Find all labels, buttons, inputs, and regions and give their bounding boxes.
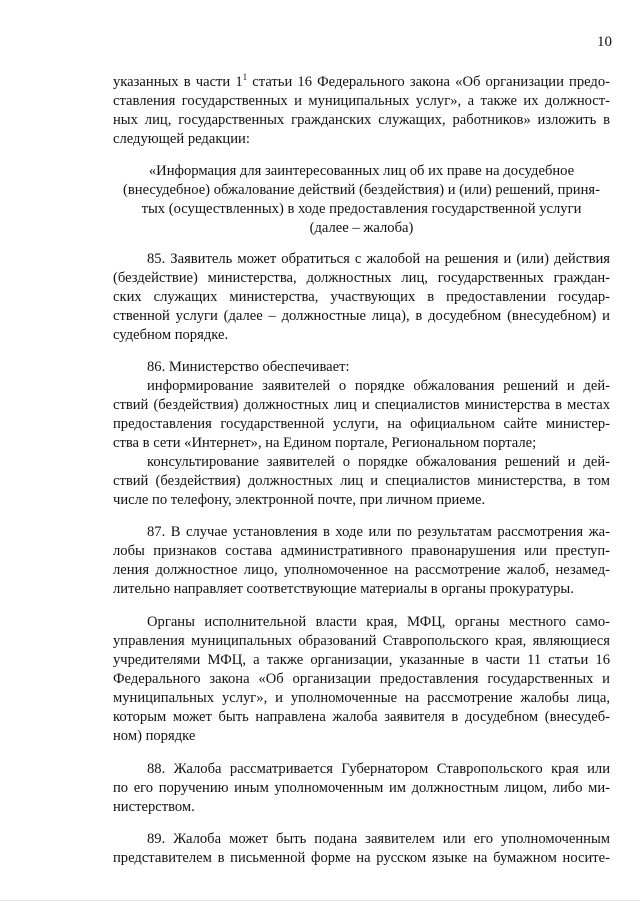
organs-line-4: Федерального закона «Об организации предоставления государственных и <box>113 671 610 687</box>
p85-line-1: 85. Заявитель может обратиться с жалобой на решения и (или) действия <box>147 251 610 267</box>
page-edge-divider <box>0 900 640 901</box>
p85-line-4: ственной услуги (далее – должностные лица), в досудебном (внесудебном) и <box>113 308 610 324</box>
intro-line-3: ных лиц, государственных гражданских служащих, работников» изложить в <box>113 112 610 128</box>
organs-line-5: муниципальных услуг», и уполномоченные на рассмотрение жалобы лица, <box>113 690 610 706</box>
p85-line-5: судебном порядке. <box>113 327 229 343</box>
section-heading-line-2: (внесудебное) обжалование действий (бездействия) и (или) решений, приня- <box>123 182 600 198</box>
p86-line-1: 86. Министерство обеспечивает: <box>147 359 350 375</box>
intro-line-4: следующей редакции: <box>113 131 250 147</box>
intro-line-1: указанных в части $1^1$ статьи 16 Федерального закона «Об организации предо- <box>113 72 610 90</box>
organs-line-6: которым может быть направлена жалоба заявителя в досудебном (внесудеб- <box>113 709 610 725</box>
p88-line-2: по его поручению иным уполномоченным им должностным лицом, либо ми- <box>113 780 610 796</box>
p85-line-3: ских служащих министерства, участвующих в предоставлении государ- <box>113 289 610 305</box>
p86-line-2: информирование заявителей о порядке обжалования решений и дей- <box>147 378 610 394</box>
section-heading-line-4: (далее – жалоба) <box>309 220 414 236</box>
p87-line-2: лобы признаков состава административного правонарушения или преступ- <box>113 543 610 559</box>
organs-line-3: учредителями МФЦ, а также организации, указанные в части 11 статьи 16 <box>113 652 610 668</box>
p86-line-4: предоставления государственной услуги, на официальном сайте министер- <box>113 416 610 432</box>
p86-line-8: числе по телефону, электронной почте, при личном приеме. <box>113 492 486 508</box>
section-heading-line-3: тых (осуществленных) в ходе предоставления государственной услуги <box>141 201 582 217</box>
section-heading-line-1: «Информация для заинтересованных лиц об их праве на досудебное <box>148 163 575 179</box>
organs-line-1: Органы исполнительной власти края, МФЦ, органы местного само- <box>147 614 610 630</box>
p87-line-3: ления должностное лицо, уполномоченное на рассмотрение жалоб, незамед- <box>113 562 610 578</box>
p87-line-1: 87. В случае установления в ходе или по результатам рассмотрения жа- <box>147 524 610 540</box>
p86-line-3: ствий (бездействия) должностных лиц и специалистов министерства в местах <box>113 397 610 413</box>
p88-line-3: нистерством. <box>113 799 195 815</box>
organs-line-2: управления муниципальных образований Ставропольского края, являющиеся <box>113 633 610 649</box>
p86-line-5: ства в сети «Интернет», на Едином портале, Региональном портале; <box>113 435 537 451</box>
p86-line-6: консультирование заявителей о порядке обжалования решений и дей- <box>147 454 610 470</box>
p87-line-4: лительно направляет соответствующие материалы в органы прокуратуры. <box>113 581 574 597</box>
p85-line-2: (бездействие) министерства, должностных лиц, государственных граждан- <box>113 270 610 286</box>
p88-line-1: 88. Жалоба рассматривается Губернатором Ставропольского края или <box>147 761 610 777</box>
page-number: 10 <box>597 34 612 50</box>
intro-line-2: ставления государственных и муниципальных услуг», а также их должност- <box>113 93 610 109</box>
p89-line-2: представителем в письменной форме на русском языке на бумажном носите- <box>113 850 610 866</box>
p86-line-7: ствий (бездействия) должностных лиц и специалистов министерства, в том <box>113 473 610 489</box>
organs-line-7: ном) порядке <box>113 728 196 744</box>
p89-line-1: 89. Жалоба может быть подана заявителем или его уполномоченным <box>147 831 610 847</box>
